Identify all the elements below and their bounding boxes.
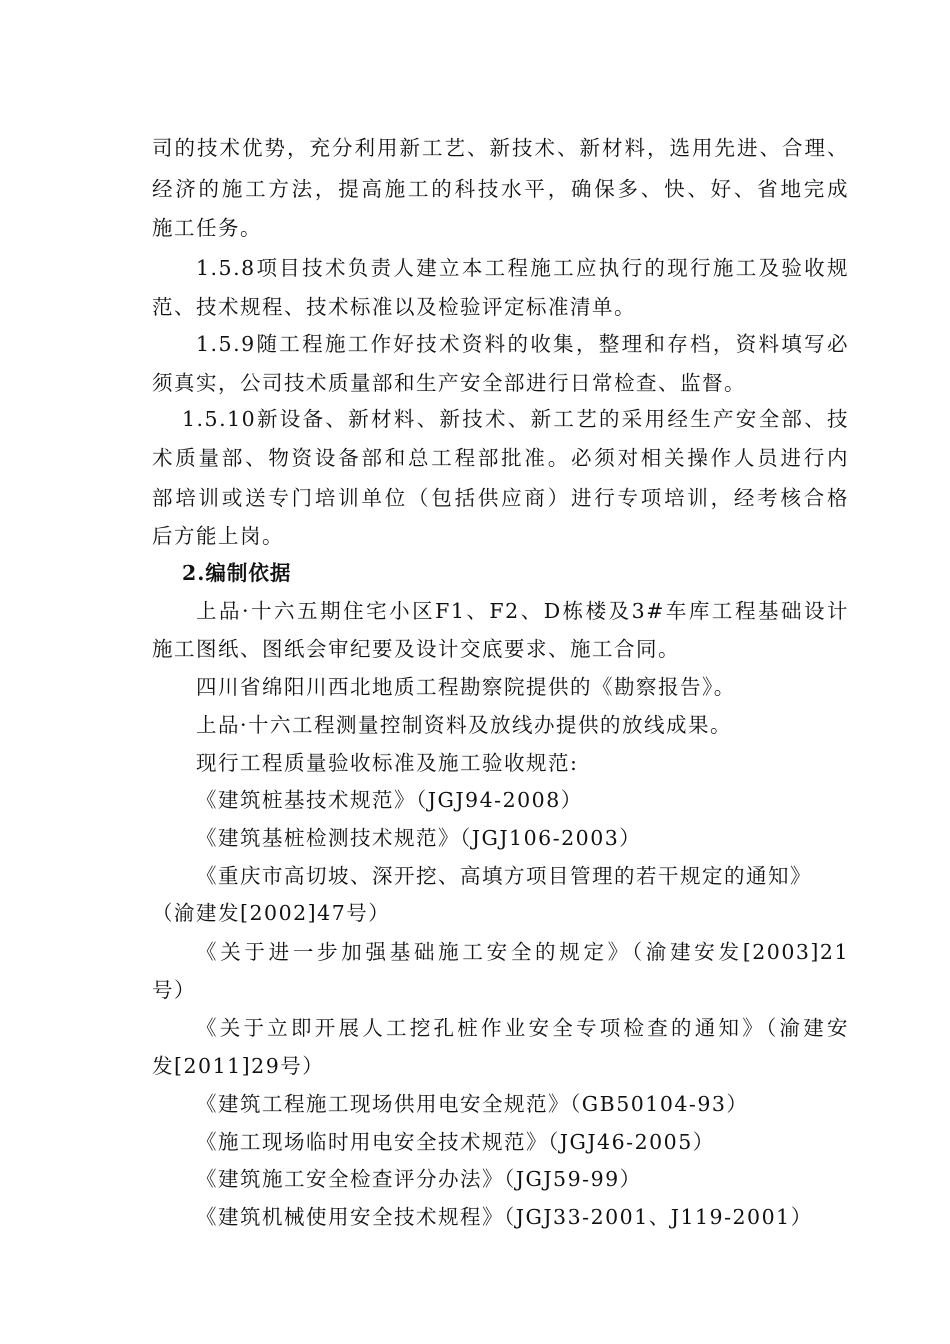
paragraph-line: 须真实，公司技术质量部和生产安全部进行日常检查、监督。 — [152, 371, 746, 395]
reference-item: 发[2011]29号） — [152, 1054, 325, 1078]
paragraph-line: 四川省绵阳川西北地质工程勘察院提供的《勘察报告》。 — [196, 675, 736, 699]
reference-item: 《重庆市高切坡、深开挖、高填方项目管理的若干规定的通知》 — [196, 864, 812, 888]
paragraph-line: 1.5.9随工程施工作好技术资料的收集，整理和存档，资料填写必 — [196, 332, 849, 356]
reference-item: 《建筑施工安全检查评分办法》（JGJ59-99） — [196, 1167, 642, 1191]
paragraph-line: 后方能上岗。 — [152, 524, 284, 548]
reference-item: 《关于立即开展人工挖孔桩作业安全专项检查的通知》（渝建安 — [196, 1016, 849, 1040]
paragraph-line: 司的技术优势，充分利用新工艺、新技术、新材料，选用先进、合理、 — [152, 136, 849, 160]
reference-item: 《建筑机械使用安全技术规程》（JGJ33-2001、J119-2001） — [196, 1205, 813, 1229]
reference-item: 《建筑桩基技术规范》（JGJ94-2008） — [196, 788, 583, 812]
paragraph-line: 1.5.8项目技术负责人建立本工程施工应执行的现行施工及验收规 — [196, 256, 849, 280]
reference-item: 号） — [152, 978, 196, 1002]
reference-item: 《施工现场临时用电安全技术规范》（JGJ46-2005） — [196, 1130, 715, 1154]
paragraph-line: 1.5.10新设备、新材料、新技术、新工艺的采用经生产安全部、技 — [182, 407, 849, 431]
section-heading: 2.编制依据 — [182, 561, 292, 585]
paragraph-line: 现行工程质量验收标准及施工验收规范: — [196, 751, 579, 775]
paragraph-line: 施工图纸、图纸会审纪要及设计交底要求、施工合同。 — [152, 637, 680, 661]
reference-item: 《建筑工程施工现场供用电安全规范》（GB50104-93） — [196, 1092, 749, 1116]
paragraph-line: 经济的施工方法，提高施工的科技水平，确保多、快、好、省地完成 — [152, 177, 849, 201]
reference-item: （渝建发[2002]47号） — [152, 901, 391, 925]
reference-item: 《关于进一步加强基础施工安全的规定》（渝建安发[2003]21 — [196, 940, 849, 964]
paragraph-line: 施工任务。 — [152, 216, 262, 240]
paragraph-line: 范、技术规程、技术标准以及检验评定标准清单。 — [152, 295, 636, 319]
reference-item: 《建筑基桩检测技术规范》（JGJ106-2003） — [196, 826, 642, 850]
paragraph-line: 术质量部、物资设备部和总工程部批准。必须对相关操作人员进行内 — [152, 446, 849, 470]
paragraph-line: 部培训或送专门培训单位（包括供应商）进行专项培训，经考核合格 — [152, 486, 849, 510]
paragraph-line: 上品·十六五期住宅小区F1、F2、D栋楼及3#车库工程基础设计 — [196, 599, 849, 623]
paragraph-line: 上品·十六工程测量控制资料及放线办提供的放线成果。 — [196, 713, 733, 737]
